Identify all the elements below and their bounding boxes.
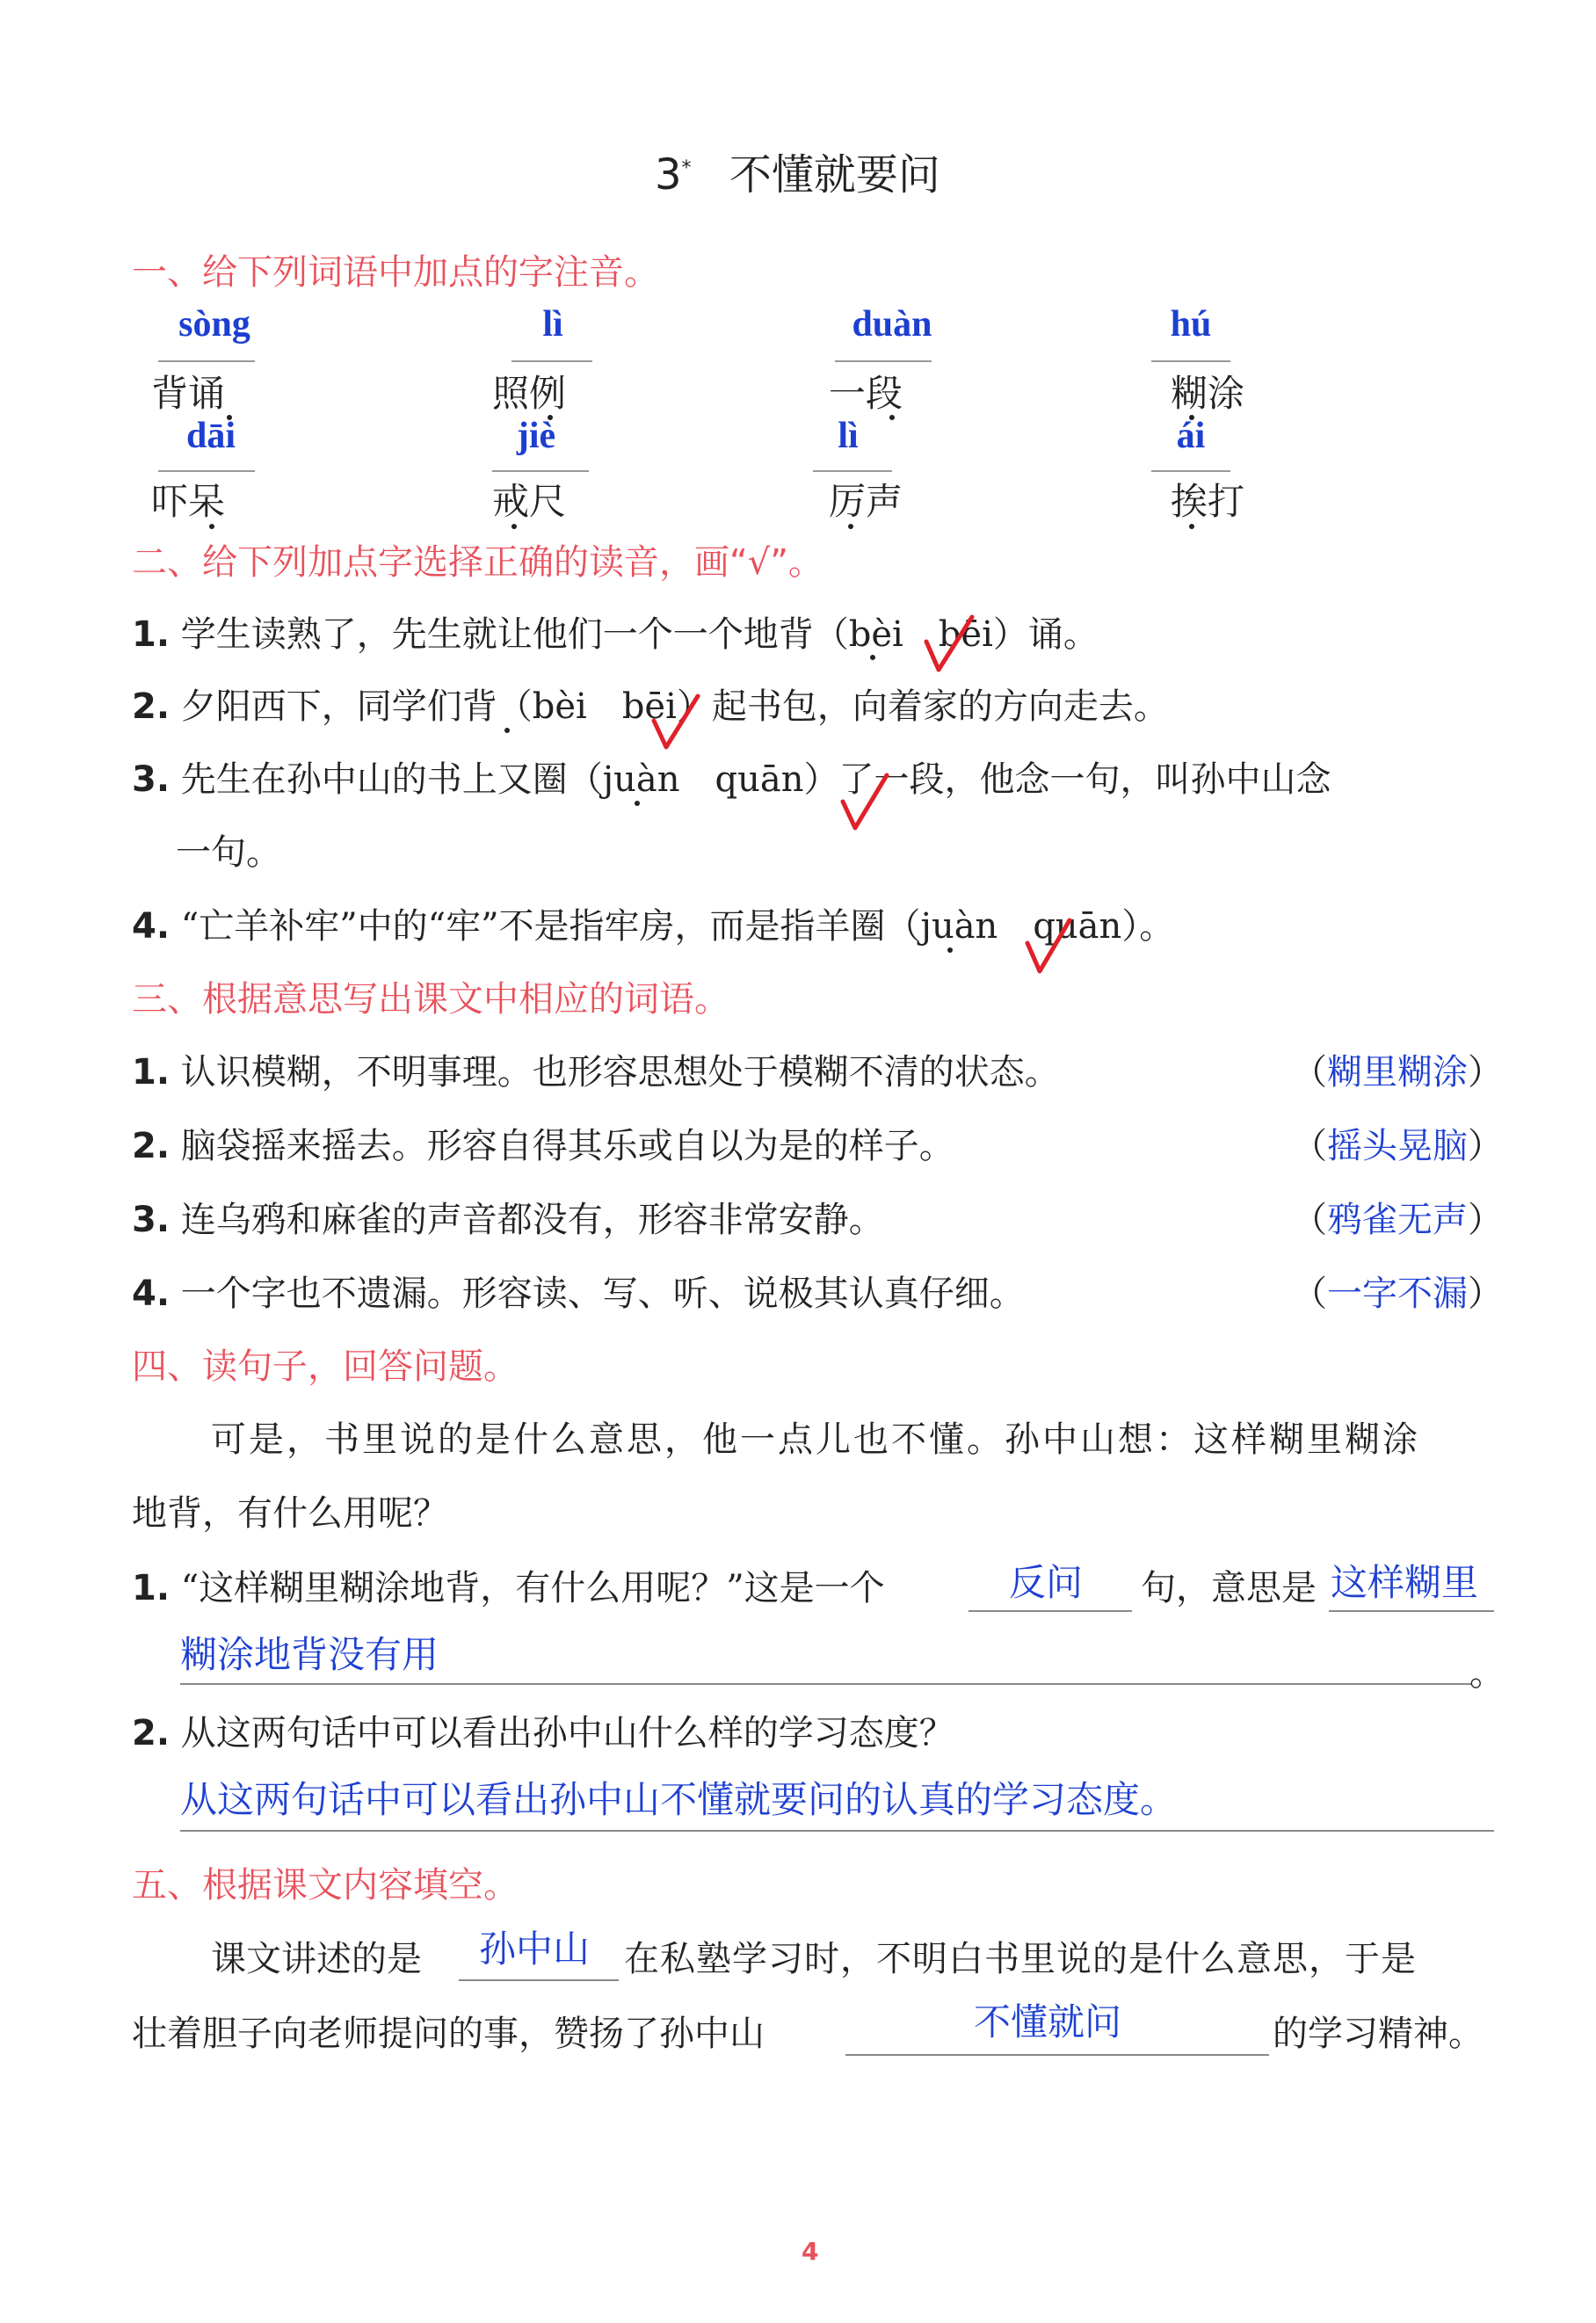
pinyin-line xyxy=(511,360,592,362)
pinyin-1: sòng xyxy=(178,304,250,345)
word-2: 照例 xyxy=(492,372,567,415)
passage-line-2: 地背，有什么用呢？ xyxy=(132,1493,448,1534)
pinyin-5: dāi xyxy=(185,416,236,456)
pinyin-line xyxy=(158,360,255,362)
word-7: 厉声 xyxy=(829,480,903,523)
question-text: 连乌鸦和麻雀的声音都没有，形容非常安静。 xyxy=(180,1200,884,1240)
s5-text-4: 的学习精神。 xyxy=(1273,2014,1484,2054)
question-text: “这样糊里糊涂地背，有什么用呢？”这是一个 xyxy=(180,1568,885,1608)
s2-question-4 xyxy=(132,898,1174,948)
question-number: 2. xyxy=(132,686,170,727)
word-3: 一段 xyxy=(829,372,903,415)
emphasis-dot xyxy=(947,947,953,953)
s3-answer-2: （摇头晃脑） xyxy=(1292,1126,1503,1166)
pinyin-line xyxy=(492,470,589,472)
section-2-heading: 二、给下列加点字选择正确的读音，画“√”。 xyxy=(132,542,823,583)
pinyin-6: jiè xyxy=(516,416,556,456)
pinyin-line xyxy=(835,360,932,362)
section-5-heading: 五、根据课文内容填空。 xyxy=(132,1865,519,1906)
question-text: 认识模糊，不明事理。也形容思想处于模糊不清的状态。 xyxy=(180,1052,1060,1093)
answer-line xyxy=(845,2054,1269,2056)
question-number: 1. xyxy=(132,1568,170,1608)
s2-question-3 xyxy=(132,751,1331,802)
s3-question-3 xyxy=(132,1192,884,1242)
check-mark-icon xyxy=(650,694,703,756)
word-5: 吓呆 xyxy=(151,480,226,523)
answer-line xyxy=(459,1979,619,1981)
emphasis-dot xyxy=(504,728,510,733)
s5-text-3: 壮着胆子向老师提问的事，赞扬了孙中山 xyxy=(132,2014,765,2054)
question-text: “亡羊补牢”中的“牢”不是指牢房，而是指羊圈（juàn quān）。 xyxy=(180,906,1175,947)
passage-line-1: 可是，书里说的是什么意思，他一点儿也不懂。孙中山想：这样糊里糊涂 xyxy=(211,1419,1420,1460)
s5-text-1: 课文讲述的是 xyxy=(211,1939,422,1979)
emphasis-dot xyxy=(848,524,853,529)
section-4-heading: 四、读句子，回答问题。 xyxy=(132,1347,519,1387)
pinyin-8: ái xyxy=(1176,416,1206,456)
s3-question-2 xyxy=(132,1118,954,1168)
lesson-mark: * xyxy=(681,157,692,179)
answer-line xyxy=(180,1830,1494,1832)
page-title xyxy=(655,141,940,201)
emphasis-dot xyxy=(1189,524,1194,529)
page-number: 4 xyxy=(802,2237,819,2266)
s2-question-3-cont: 一句。 xyxy=(176,832,281,873)
question-number: 2. xyxy=(132,1713,170,1753)
answer-meaning-1: 这样糊里 xyxy=(1331,1561,1479,1604)
s3-question-4 xyxy=(132,1266,1025,1316)
answer-meaning-2: 糊涂地背没有用 xyxy=(180,1633,439,1676)
s4-question-2 xyxy=(132,1705,954,1755)
emphasis-dot xyxy=(209,524,214,529)
question-text: 从这两句话中可以看出孙中山什么样的学习态度？ xyxy=(180,1713,954,1753)
emphasis-dot xyxy=(511,524,517,529)
answer: 鸦雀无声 xyxy=(1327,1200,1468,1240)
pinyin-2: lì xyxy=(542,304,563,345)
answer-attitude: 从这两句话中可以看出孙中山不懂就要问的认真的学习态度。 xyxy=(180,1778,1178,1821)
s5-text-2: 在私塾学习时，不明白书里说的是什么意思，于是 xyxy=(624,1939,1417,1979)
s4-question-1 xyxy=(132,1560,885,1610)
pinyin-line xyxy=(813,470,892,472)
emphasis-dot xyxy=(635,801,640,806)
section-3-heading: 三、根据意思写出课文中相应的词语。 xyxy=(132,979,729,1020)
check-mark-icon xyxy=(839,773,892,835)
question-text: 一个字也不遗漏。形容读、写、听、说极其认真仔细。 xyxy=(180,1274,1025,1314)
s3-question-1 xyxy=(132,1044,1060,1094)
answer-person: 孙中山 xyxy=(479,1927,591,1971)
question-number: 4. xyxy=(132,1274,170,1314)
answer: 摇头晃脑 xyxy=(1327,1126,1468,1166)
question-text-cont: 句，意思是 xyxy=(1141,1568,1317,1608)
s3-answer-3: （鸦雀无声） xyxy=(1292,1200,1503,1240)
answer: 一字不漏 xyxy=(1327,1274,1468,1314)
answer-rhetorical: 反问 xyxy=(1009,1561,1084,1604)
lesson-number: 3 xyxy=(655,150,682,200)
answer: 糊里糊涂 xyxy=(1327,1052,1468,1093)
answer-line xyxy=(968,1610,1132,1612)
question-number: 3. xyxy=(132,759,170,800)
check-mark-icon xyxy=(923,615,976,677)
check-mark-icon xyxy=(1024,918,1077,980)
word-6: 戒尺 xyxy=(492,480,567,523)
pinyin-line xyxy=(1151,360,1230,362)
lesson-title: 不懂就要问 xyxy=(729,150,940,200)
pinyin-4: hú xyxy=(1170,304,1212,345)
question-text: 夕阳西下，同学们背（bèi bēi）起书包，向着家的方向走去。 xyxy=(180,686,1169,727)
question-text: 脑袋摇来摇去。形容自得其乐或自以为是的样子。 xyxy=(180,1126,954,1166)
word-4: 糊涂 xyxy=(1171,372,1245,415)
word-8: 挨打 xyxy=(1171,480,1245,523)
emphasis-dot xyxy=(870,655,875,660)
answer-spirit: 不懂就问 xyxy=(974,2000,1122,2044)
question-number: 1. xyxy=(132,614,170,655)
pinyin-line xyxy=(158,470,255,472)
question-number: 2. xyxy=(132,1126,170,1166)
section-1-heading: 一、给下列词语中加点的字注音。 xyxy=(132,252,659,293)
question-number: 4. xyxy=(132,906,170,947)
answer-line xyxy=(1329,1610,1494,1612)
question-number: 3. xyxy=(132,1200,170,1240)
question-text: 先生在孙中山的书上又圈（juàn quān）了一段，他念一句，叫孙中山念 xyxy=(180,759,1331,800)
s3-answer-4: （一字不漏） xyxy=(1292,1274,1503,1314)
question-number: 1. xyxy=(132,1052,170,1093)
word-1: 背诵 xyxy=(151,372,226,415)
pinyin-7: lì xyxy=(838,416,859,456)
answer-line xyxy=(180,1683,1472,1685)
question-text: 学生读熟了，先生就让他们一个一个地背（bèi bēi）诵。 xyxy=(180,614,1099,655)
period: 。 xyxy=(1469,1653,1505,1694)
pinyin-3: duàn xyxy=(852,304,932,345)
pinyin-line xyxy=(1151,470,1230,472)
s3-answer-1: （糊里糊涂） xyxy=(1292,1052,1503,1093)
